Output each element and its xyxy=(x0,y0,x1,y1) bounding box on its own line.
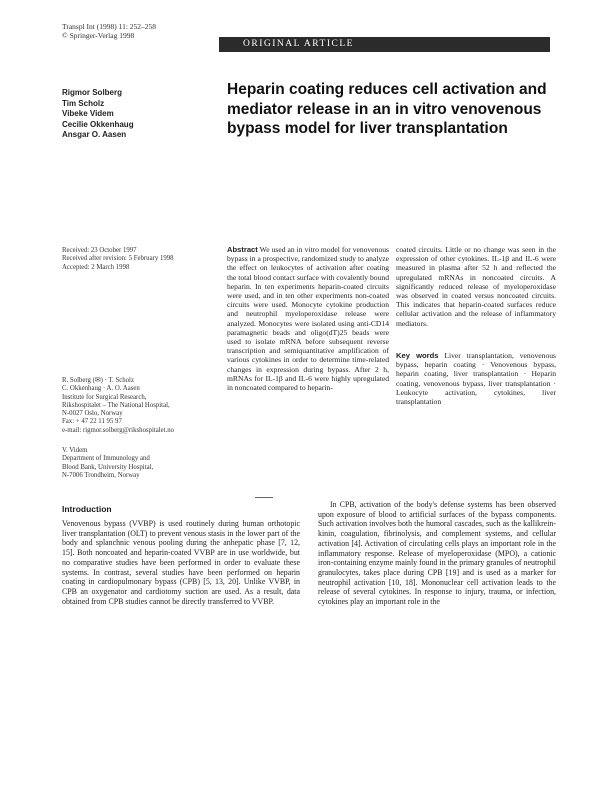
affiliation-primary xyxy=(62,377,220,435)
abstract-label: Abstract xyxy=(227,245,258,254)
affiliation-line: Institute for Surgical Research, xyxy=(62,393,147,401)
journal-line-2: © Springer-Verlag 1998 xyxy=(62,31,135,40)
section-banner: ORIGINAL ARTICLE xyxy=(219,37,550,52)
affiliation-line: N-0027 Oslo, Norway xyxy=(62,410,123,418)
abstract-column-2: coated circuits. Little or no change was seen in the expression of other cytokines. IL-1β and IL-6 were measured in plasma after 52 h and reflected the upregulated mRNAs in noncoated circuits. A significantly reduced release of myeloperoxidase was observed in coated versus noncoated circuits. This indicates that heparin-coated surfaces reduce cellular activation and the release of inflammatory mediators. xyxy=(396,245,556,328)
affiliation-line: V. Videm xyxy=(62,447,88,454)
date-revised: Received after revision: 5 February 1998 xyxy=(62,255,174,263)
affiliation-line: Blood Bank, University Hospital, xyxy=(62,463,154,471)
author: Rigmor Solberg xyxy=(62,88,123,97)
introduction-heading: Introduction xyxy=(62,504,112,514)
introduction-paragraph: In CPB, activation of the body's defense systems has been observed upon exposure of blood to artificial surfaces of the bypass components. Such activation involves both the humoral cascades, such as the kallikrein-kinin, coagulation, fibrinolysis, and complement systems, and cellular activation [4]. Activation of circulating cells plays an important role in the inflammatory response. Release of myeloperoxidase (MPO), a cationic iron-containing enzyme mainly found in the primary granules of neutrophil granulocytes, takes place during CPB [19] and is used as a marker for neutrophil activation [10, 18]. Mononuclear cell activation leads to the release of several cytokines. In response to injury, trauma, or infection, cytokines play an important role in the xyxy=(318,500,556,607)
affiliation-line: Department of Immunology and xyxy=(62,455,150,463)
journal-line-1: Transpl Int (1998) 11: 252–258 xyxy=(62,22,157,31)
keywords-block xyxy=(396,351,556,406)
affiliation-line: Rikshospitalet – The National Hospital, xyxy=(62,401,170,409)
affiliation-line: N-7006 Trondheim, Norway xyxy=(62,471,140,479)
author: Cecilie Okkenhaug xyxy=(62,119,134,129)
author: Vibeke Videm xyxy=(62,109,114,118)
introduction-column-1 xyxy=(62,519,300,606)
author: Tim Scholz xyxy=(62,98,105,108)
affiliation-secondary xyxy=(62,447,220,480)
abstract-text-1: We used an in vitro model for venovenous bypass in a prospective, randomized study to analyze the effect on leukocytes of activation after coating the total blood contact surface with covalently bound heparin. In ten experiments heparin-coated circuits were used, and in ten other experiments non-coated circuits were used. Monocyte cytokine production and neutrophil myeloperoxidase release were analyzed. Monocytes were isolated using anti-CD14 paramagnetic beads and oligo(dT)25 beads were used to isolate mRNA before subsequent reverse transcription and semiquantitative amplification of various cytokines in order to determine time-related changes in expression during bypass. After 2 h, mRNAs for IL-1β and IL-6 were highly upregulated in noncoated compared to heparin- xyxy=(227,245,389,393)
abstract-column-1 xyxy=(227,245,389,392)
article-title: Heparin coating reduces cell activation and mediator release in an in vitro venovenous bypass model for liver transplantation xyxy=(227,81,547,137)
affiliation-line: C. Okkenhaug · A. O. Aasen xyxy=(62,385,140,393)
affiliation-line: Fax: + 47 22 11 95 97 xyxy=(62,418,122,426)
author: Ansgar O. Aasen xyxy=(62,130,127,139)
journal-citation xyxy=(62,22,156,40)
article-dates xyxy=(62,247,212,272)
introduction-column-2 xyxy=(318,500,556,607)
affiliation-line: R. Solberg (✉) · T. Scholz xyxy=(62,377,134,384)
section-divider xyxy=(255,497,273,498)
date-accepted: Accepted: 2 March 1998 xyxy=(62,263,130,271)
keywords-label: Key words xyxy=(396,351,439,360)
email-link[interactable]: e-mail: rigmor.solberg@rikshospitalet.no xyxy=(62,426,175,434)
date-received: Received: 23 October 1997 xyxy=(62,247,137,254)
introduction-paragraph: Venovenous bypass (VVBP) is used routinely during human orthotopic liver transplantation (OLT) to prevent venous stasis in the lower part of the body and splanchnic venous pooling during the anhepatic phase [7, 12, 15]. Both noncoated and heparin-coated VVBP are in use worldwide, but no comparative studies have been performed in order to evaluate these systems. In contrast, several studies have been performed on heparin coating in cardiopulmonary bypass (CPB) [5, 13, 20]. Unlike VVBP, in CPB an oxygenator and cardiotomy suction are used. As a result, data obtained from CPB studies cannot be directly transferred to VVBP. xyxy=(62,519,300,606)
keywords-text: Liver transplantation, venovenous bypass, heparin coating · Venovenous bypass, heparin coating, liver transplantation · Heparin coating, venovenous bypass, liver transplantation · Leukocyte activation, cytokines, liver transplantation xyxy=(396,351,557,407)
author-list xyxy=(62,88,134,141)
